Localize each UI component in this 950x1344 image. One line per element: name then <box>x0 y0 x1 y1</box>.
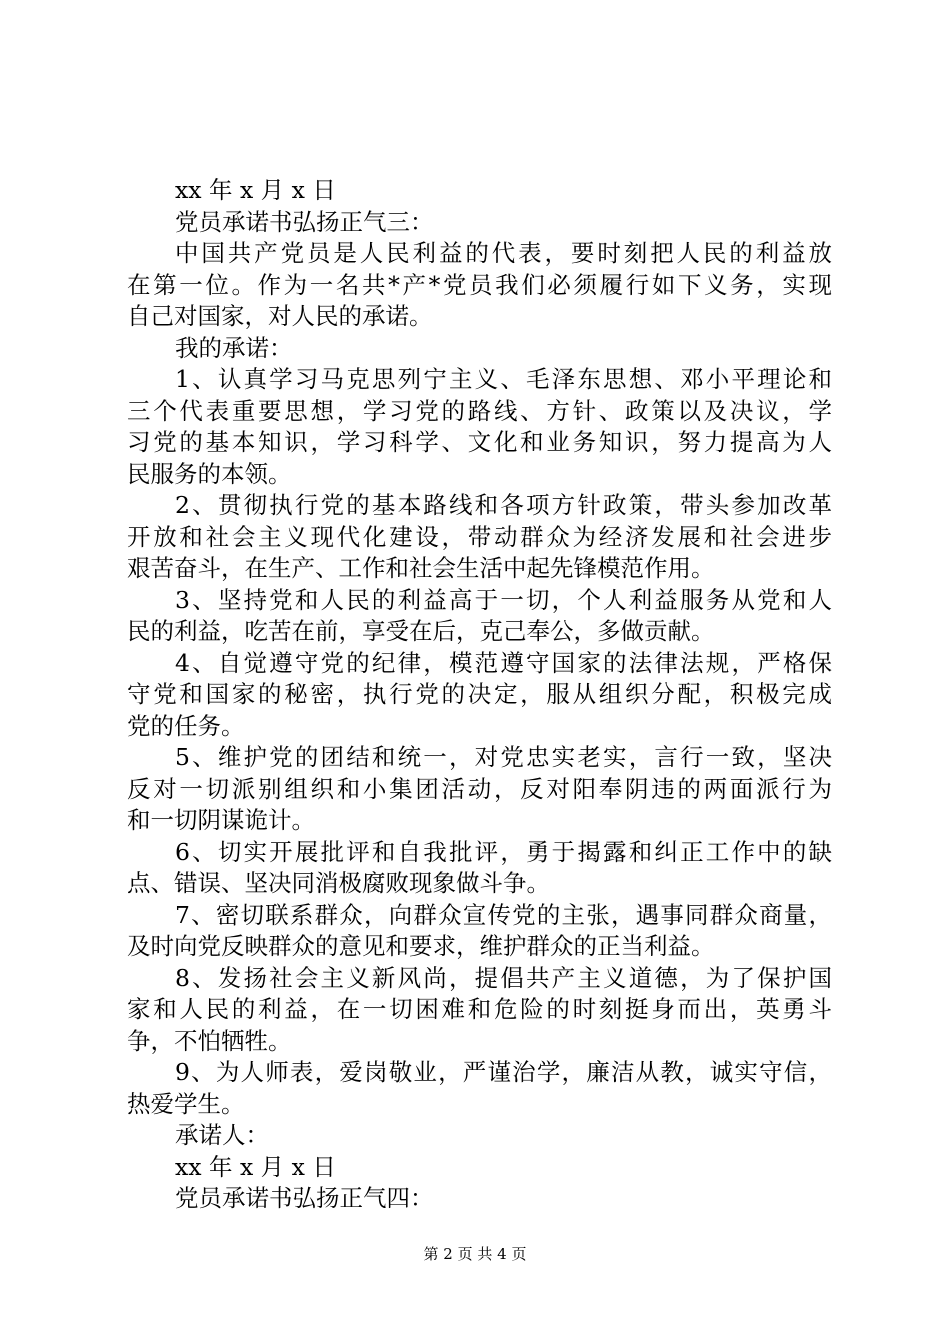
text-line: 7、密切联系群众，向群众宣传党的主张，遇事同群众商量， <box>175 900 832 929</box>
page-footer: 第 2 页 共 4 页 <box>423 1245 527 1263</box>
document-body <box>127 175 832 1215</box>
text-line: 守党和国家的秘密，执行党的决定，服从组织分配，积极完成 <box>127 680 832 708</box>
text-line: 习党的基本知识，学习科学、文化和业务知识，努力提高为人 <box>127 428 832 456</box>
text-line: 三个代表重要思想，学习党的路线、方针、政策以及决议，学 <box>127 396 832 425</box>
text-line: xx 年 x 月 x 日 <box>175 1152 336 1181</box>
text-line: 艰苦奋斗，在生产、工作和社会生活中起先锋模范作用。 <box>127 554 715 582</box>
text-line: xx 年 x 月 x 日 <box>175 176 336 204</box>
text-line: 承诺人： <box>175 1121 269 1149</box>
text-line: 我的承诺： <box>175 333 293 362</box>
text-line: 反对一切派别组织和小集团活动，反对阳奉阴违的两面派行为 <box>127 774 832 803</box>
text-line: 在第一位。作为一名共*产*党员我们必须履行如下义务，实现 <box>127 270 832 299</box>
text-line: 和一切阴谋诡计。 <box>127 806 315 834</box>
text-line: 民服务的本领。 <box>127 459 292 488</box>
text-line: 9、为人师表，爱岗敬业，严谨治学，廉洁从教，诚实守信， <box>175 1058 832 1086</box>
text-line: 6、切实开展批评和自我批评，勇于揭露和纠正工作中的缺 <box>175 837 832 866</box>
text-line: 家和人民的利益，在一切困难和危险的时刻挺身而出，英勇斗 <box>127 995 832 1023</box>
text-line: 5、维护党的团结和统一，对党忠实老实，言行一致，坚决 <box>175 743 832 771</box>
text-line: 1、认真学习马克思列宁主义、毛泽东思想、邓小平理论和 <box>175 365 832 393</box>
text-line: 开放和社会主义现代化建设，带动群众为经济发展和社会进步 <box>127 522 832 551</box>
text-line: 民的利益，吃苦在前，享受在后，克己奉公，多做贡献。 <box>127 617 715 645</box>
text-line: 2、贯彻执行党的基本路线和各项方针政策，带头参加改革 <box>175 491 832 519</box>
text-line: 8、发扬社会主义新风尚，提倡共产主义道德，为了保护国 <box>175 963 832 992</box>
text-line: 点、错误、坚决同消极腐败现象做斗争。 <box>127 869 550 897</box>
text-line: 党员承诺书弘扬正气四： <box>175 1184 434 1212</box>
text-line: 及时向党反映群众的意见和要求，维护群众的正当利益。 <box>127 932 715 960</box>
text-line: 争，不怕牺牲。 <box>127 1026 292 1055</box>
text-line: 党的任务。 <box>127 711 245 740</box>
text-line: 3、坚持党和人民的利益高于一切，个人利益服务从党和人 <box>175 585 832 614</box>
text-line: 热爱学生。 <box>127 1089 245 1118</box>
text-line: 4、自觉遵守党的纪律，模范遵守国家的法律法规，严格保 <box>175 648 832 677</box>
text-line: 自己对国家，对人民的承诺。 <box>127 302 433 330</box>
text-line: 党员承诺书弘扬正气三： <box>175 207 434 236</box>
text-line: 中国共产党员是人民利益的代表，要时刻把人民的利益放 <box>175 239 832 267</box>
